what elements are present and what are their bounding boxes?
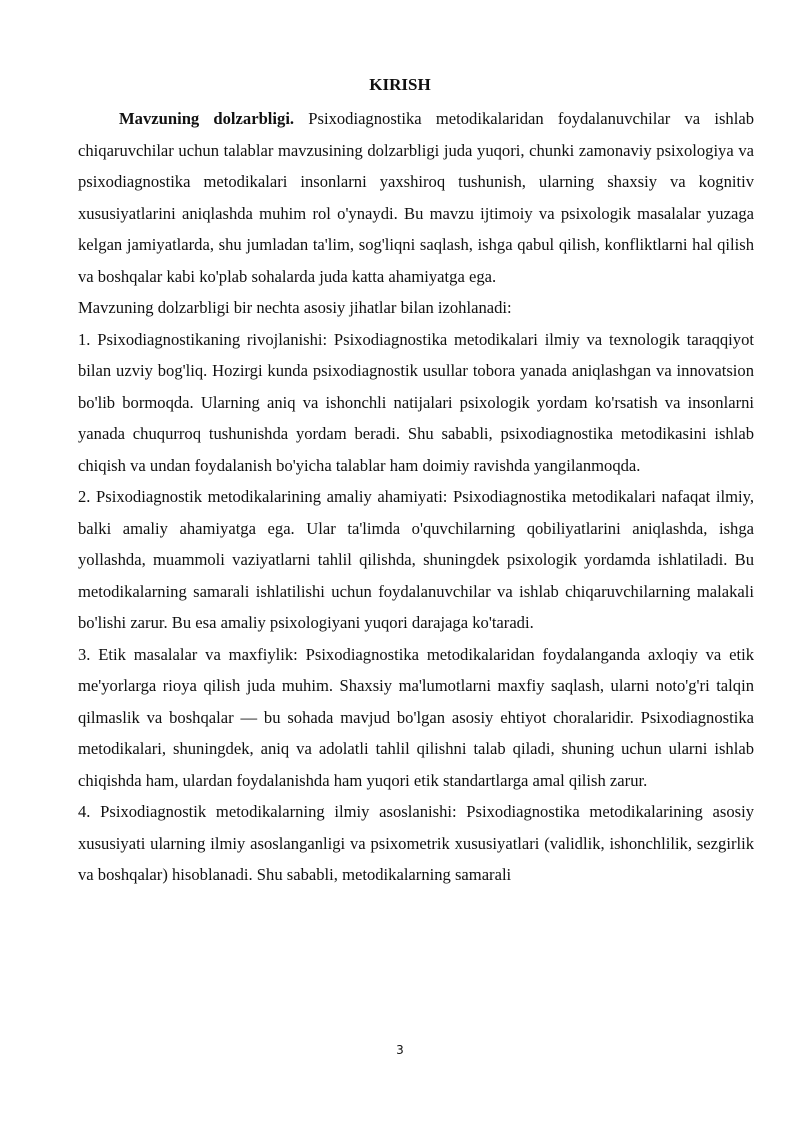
page-number: 3 [396, 1043, 404, 1057]
paragraph-summary: Mavzuning dolzarbligi bir nechta asosiy jihatlar bilan izohlanadi: [78, 298, 512, 317]
paragraph-point-3: 3. Etik masalalar va maxfiylik: Psixodiagnostika metodikalaridan foydalanganda axloqiy va etik me'yorlarga rioya qilish juda muhim. Shaxsiy ma'lumotlarni maxfiy saqlash, ularni noto'g'ri talqin qilmaslik va boshqalar — bu sohada mavjud bo'lgan asosiy ehtiyot choralaridir. Psixodiagnostika metodikalari, shuningdek, aniq va adolatli tahlil qilishni talab qiladi, shuning uchun ularni ishlab chiqishda ham, ulardan foydalanishda ham yuqori etik standartlarga amal qilish zarur. [78, 644, 754, 790]
intro-lead-label: Mavzuning dolzarbligi. [119, 109, 295, 128]
document-body [78, 103, 754, 891]
intro-paragraph-text: Psixodiagnostika metodikalaridan foydalanuvchilar va ishlab chiqaruvchilar uchun talablar mavzusining dolzarbligi juda yuqori, chunki zamonaviy psixologiya va psixodiagnostika metodikalari insonlarni yaxshiroq tushunish, ularning shaxsiy va kognitiv xususiyatlarini aniqlashda muhim rol o'ynaydi. Bu mavzu ijtimoiy va psixologik masalalar yuzaga kelgan jamiyatlarda, shu jumladan ta'lim, sog'liqni saqlash, ishga qabul qilish, konfliktlarni hal qilish va boshqalar kabi ko'plab sohalarda juda katta ahamiyatga ega. [78, 109, 754, 286]
paragraph-point-2: 2. Psixodiagnostik metodikalarining amaliy ahamiyati: Psixodiagnostika metodikalari nafaqat ilmiy, balki amaliy ahamiyatga ega. Ular ta'limda o'quvchilarning qobiliyatlarini aniqlashda, ishga yollashda, muammoli vaziyatlarni tahlil qilishda, shuningdek psixologik yordamda ishlatiladi. Bu metodikalarning samarali ishlatilishi uchun foydalanuvchilar va ishlab chiqaruvchilarning malakali bo'lishi zarur. Bu esa amaliy psixologiyani yuqori darajaga ko'taradi. [78, 487, 754, 632]
paragraph-point-1: 1. Psixodiagnostikaning rivojlanishi: Psixodiagnostika metodikalari ilmiy va texnologik taraqqiyot bilan uzviy bog'liq. Hozirgi kunda psixodiagnostik usullar tobora yanada aniqlashgan va innovatsion bo'lib bormoqda. Ularning aniq va ishonchli natijalari psixologik yordam ko'rsatish va insonlarni yanada chuqurroq tushunishda yordam beradi. Shu sababli, psixodiagnostika metodikasini ishlab chiqish va undan foydalanish bo'yicha talablar ham doimiy ravishda yangilanmoqda. [78, 329, 754, 475]
intro-paragraph [78, 103, 754, 292]
section-heading: KIRISH [369, 75, 431, 94]
paragraph-point-4: 4. Psixodiagnostik metodikalarning ilmiy asoslanishi: Psixodiagnostika metodikalarining asosiy xususiyati ularning ilmiy asoslanganligi va psixometrik xususiyatlari (validlik, ishonchlilik, sezgirlik va boshqalar) hisoblanadi. Shu sababli, metodikalarning samarali [78, 802, 754, 884]
